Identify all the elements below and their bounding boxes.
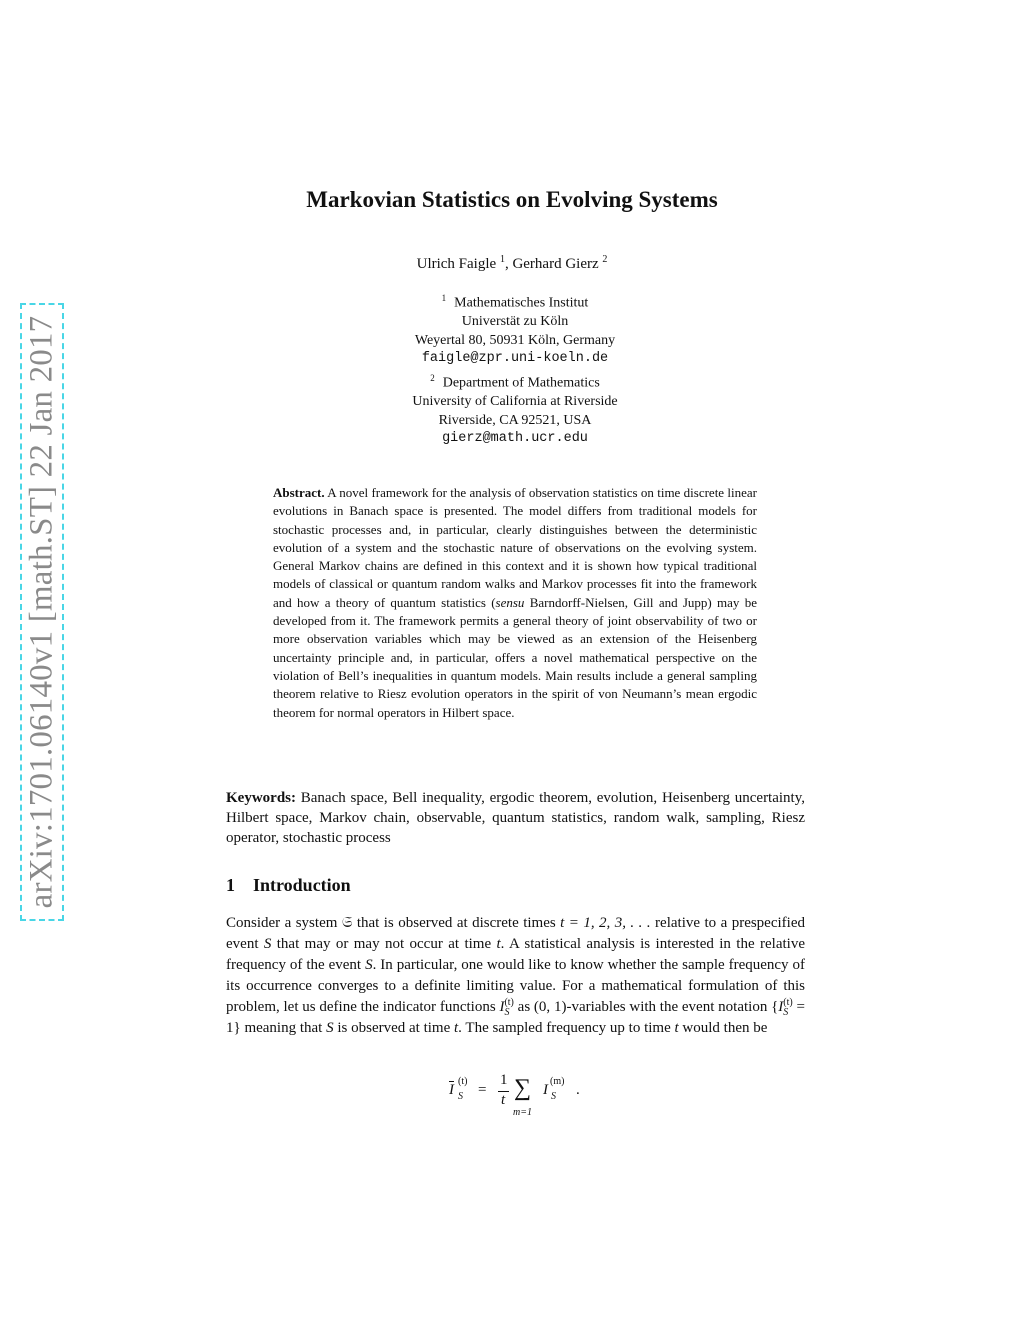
eq-sum-lower: m=1 (513, 1107, 532, 1118)
math-superscript: (t) (504, 996, 514, 1008)
abstract-text: A novel framework for the analysis of observation statistics on time discrete linear evolutions in Banach space is presented. The model differs from traditional models for stochastic processes and, in particular, clearly distinguishes between the deterministic evolution of a system and the stochastic nature of observations on the evolving system. General Markov chains are defined in this context and it is shown how typical traditional models of classical or quantum random walks and Markov processes fit into the framework and how a theory of quantum statistics ( (273, 485, 757, 610)
intro-text: as (0, 1)-variables with the event notation { (513, 999, 779, 1015)
paper-title: Markovian Statistics on Evolving Systems (306, 187, 718, 212)
abstract-text: Barndorff-Nielsen, Gill and Jupp) may be developed from it. The framework permits a general theory of joint observability of two or more observation variables which may be viewed as an extension of the Heisenberg uncertainty principle and, in particular, offers a novel mathematical perspective on the violation of Bell’s inequalities in quantum models. Main results include a general sampling theorem relative to Riesz evolution operators in the spirit of von Neumann’s mean ergodic theorem for normal operators in Hilbert space. (273, 594, 757, 720)
abstract-emphasis: sensu (495, 594, 525, 610)
intro-text: relative to a prespecified event (226, 915, 805, 952)
keywords (226, 788, 805, 848)
affiliation-line: Weyertal 80, 50931 Köln, Germany (414, 332, 616, 348)
abstract-label: Abstract. (273, 485, 325, 500)
eq-term-base: I (543, 1082, 548, 1098)
affiliation-mark: 1 (499, 254, 505, 265)
intro-text: is observed at time (333, 1020, 454, 1036)
affiliation-mark: 2 (430, 373, 435, 383)
eq-lhs-superscript: (t) (458, 1076, 468, 1087)
intro-text: would then be (678, 1020, 768, 1036)
math-inline: t = 1, 2, 3, . . . (560, 915, 651, 931)
display-equation (445, 1072, 645, 1122)
affiliation-mark: 2 (602, 254, 608, 265)
eq-term-superscript: (m) (550, 1076, 565, 1087)
math-inline: t (454, 1020, 459, 1036)
math-inline: t (674, 1020, 679, 1036)
affiliation-line: Universtät zu Köln (461, 314, 569, 330)
intro-text: . The sampled frequency up to time (458, 1020, 675, 1036)
intro-paragraph (226, 913, 805, 1039)
eq-sum-symbol: ∑ (514, 1075, 532, 1101)
eq-period: . (576, 1082, 580, 1098)
intro-text: . A statistical analysis is interested in the relative frequency of the event (226, 936, 805, 973)
eq-lhs-base: $\overline{I}$ (449, 1082, 454, 1098)
author-email: faigle@zpr.uni-koeln.de (421, 351, 609, 367)
section-heading (226, 875, 351, 896)
eq-lhs-subscript: S (458, 1091, 463, 1102)
math-subscript: S (783, 1006, 789, 1018)
author-name: Ulrich Faigle (416, 256, 497, 272)
math-inline: I (499, 999, 505, 1015)
author-name: Gerhard Gierz (512, 256, 599, 272)
author-separator: , (504, 256, 513, 272)
author-email: gierz@math.ucr.edu (442, 431, 588, 447)
math-inline: S (326, 1020, 334, 1036)
abstract (273, 484, 757, 722)
affiliation-mark: 1 (441, 293, 447, 303)
math-inline: I (778, 999, 784, 1015)
eq-equals: = (478, 1082, 487, 1098)
math-subscript: S (504, 1006, 510, 1018)
intro-text: that may or may not occur at time (271, 936, 497, 952)
intro-text: that is observed at discrete times (352, 915, 561, 931)
eq-term-subscript: S (551, 1091, 556, 1102)
math-inline: S (365, 957, 373, 973)
affiliation-line: University of California at Riverside (412, 394, 618, 410)
intro-text: meaning that (240, 1020, 327, 1036)
math-superscript: (t) (783, 996, 793, 1008)
math-system: 𝔖 (341, 915, 353, 931)
eq-fraction-numerator: 1 (500, 1072, 508, 1088)
affiliation-2 (0, 369, 1024, 449)
math-inline: t (496, 936, 501, 952)
section-number: 1 (226, 875, 235, 895)
math-inline: = 1} (226, 999, 805, 1036)
eq-fraction-denominator: t (501, 1092, 506, 1108)
keywords-label: Keywords: (226, 790, 296, 806)
author-line (0, 254, 1024, 273)
intro-text: Consider a system (226, 915, 342, 931)
section-title: Introduction (253, 875, 351, 895)
affiliation-line: Riverside, CA 92521, USA (438, 412, 592, 428)
math-inline: S (263, 936, 272, 952)
arxiv-stamp-text: arXiv:1701.06140v1 [math.ST] 22 Jan 2017 (23, 315, 60, 909)
intro-text: . In particular, one would like to know whether the sample frequency of its occurrence converges to a definite limiting value. For a mathematical formulation of this problem, let us define the indicator functions (226, 957, 805, 1015)
keywords-text: Banach space, Bell inequality, ergodic theorem, evolution, Heisenberg uncertainty, Hilbert space, Markov chain, observable, quantum statistics, random walk, sampling, Riesz operator, stochastic process (226, 790, 805, 846)
affiliation-1 (0, 289, 1024, 369)
affiliation-line: Department of Mathematics (442, 375, 600, 391)
affiliation-line: Mathematisches Institut (454, 295, 589, 311)
